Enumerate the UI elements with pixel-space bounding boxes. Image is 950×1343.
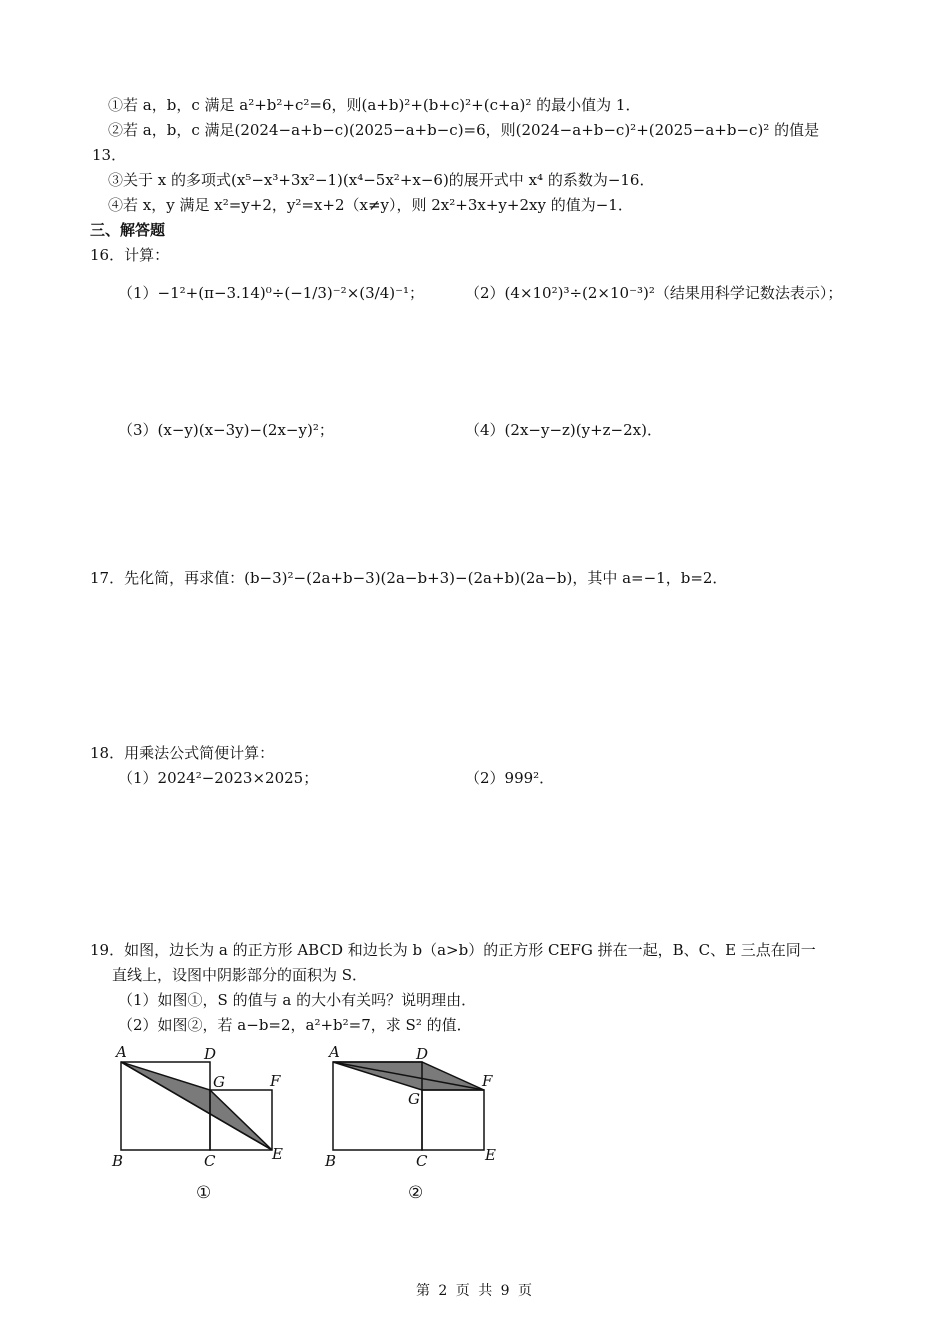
figure-2-square-cefg (422, 1090, 484, 1150)
q17-text: 17．先化简，再求值：(b−3)²−(2a+b−3)(2a−b+3)−(2a+b)(2a−b)，其中 a=−1，b=2． (90, 569, 728, 587)
fig1-label-g: G (213, 1073, 225, 1091)
fig2-label-f: F (482, 1072, 493, 1090)
q18-part1: （1）2024²−2023×2025； (118, 769, 319, 787)
fig2-label-c: C (416, 1152, 428, 1170)
fig2-label-a: A (329, 1043, 340, 1061)
q19-line1: 19．如图，边长为 a 的正方形 ABCD 和边长为 b（a>b）的正方形 CEFG 拼在一起，B、C、E 三点在同一 (90, 941, 816, 959)
q19-line2: 直线上，设图中阴影部分的面积为 S． (112, 966, 368, 984)
q18-title: 18．用乘法公式简便计算： (90, 744, 275, 762)
statement-2-line1: ②若 a，b，c 满足(2024−a+b−c)(2025−a+b−c)=6，则(2024−a+b−c)²+(2025−a+b−c)² 的值是 (108, 121, 820, 139)
figure-2-caption: ② (408, 1183, 424, 1203)
fig1-label-e: E (272, 1145, 283, 1163)
fig1-label-f: F (270, 1072, 281, 1090)
q19-part1: （1）如图①，S 的值与 a 的大小有关吗？说明理由． (118, 991, 477, 1009)
q16-title: 16．计算： (90, 246, 170, 264)
statement-2-line2: 13． (92, 146, 127, 164)
figure-1-caption: ① (196, 1183, 212, 1203)
q19-part2: （2）如图②，若 a−b=2，a²+b²=7，求 S² 的值． (118, 1016, 472, 1034)
q16-part2: （2）(4×10²)³÷(2×10⁻³)²（结果用科学记数法表示）； (465, 284, 843, 302)
fig2-label-e: E (485, 1146, 496, 1164)
q16-part3: （3）(x−y)(x−3y)−(2x−y)²； (118, 421, 334, 439)
fig1-label-a: A (116, 1043, 127, 1061)
page-footer: 第 2 页 共 9 页 (415, 1283, 535, 1299)
section-title: 三、解答题 (90, 221, 166, 239)
q16-part4: （4）(2x−y−z)(y+z−2x)． (465, 421, 662, 439)
statement-3: ③关于 x 的多项式(x⁵−x³+3x²−1)(x⁴−5x²+x−6)的展开式中 x⁴ 的系数为−16． (108, 171, 655, 189)
fig2-label-b: B (325, 1152, 337, 1170)
statement-1: ①若 a，b，c 满足 a²+b²+c²=6，则(a+b)²+(b+c)²+(c+a)² 的最小值为 1． (108, 96, 641, 114)
fig2-label-d: D (416, 1045, 429, 1063)
statement-4: ④若 x，y 满足 x²=y+2，y²=x+2（x≠y），则 2x²+3x+y+2xy 的值为−1． (108, 196, 633, 214)
fig1-label-b: B (112, 1152, 124, 1170)
fig1-label-d: D (204, 1045, 217, 1063)
figure-1-diagonal-ae (121, 1062, 272, 1150)
fig2-label-g: G (408, 1090, 420, 1108)
q18-part2: （2）999²． (465, 769, 555, 787)
q16-part1: （1）−1²+(π−3.14)⁰÷(−1/3)⁻²×(3/4)⁻¹； (118, 284, 425, 302)
fig1-label-c: C (204, 1152, 216, 1170)
